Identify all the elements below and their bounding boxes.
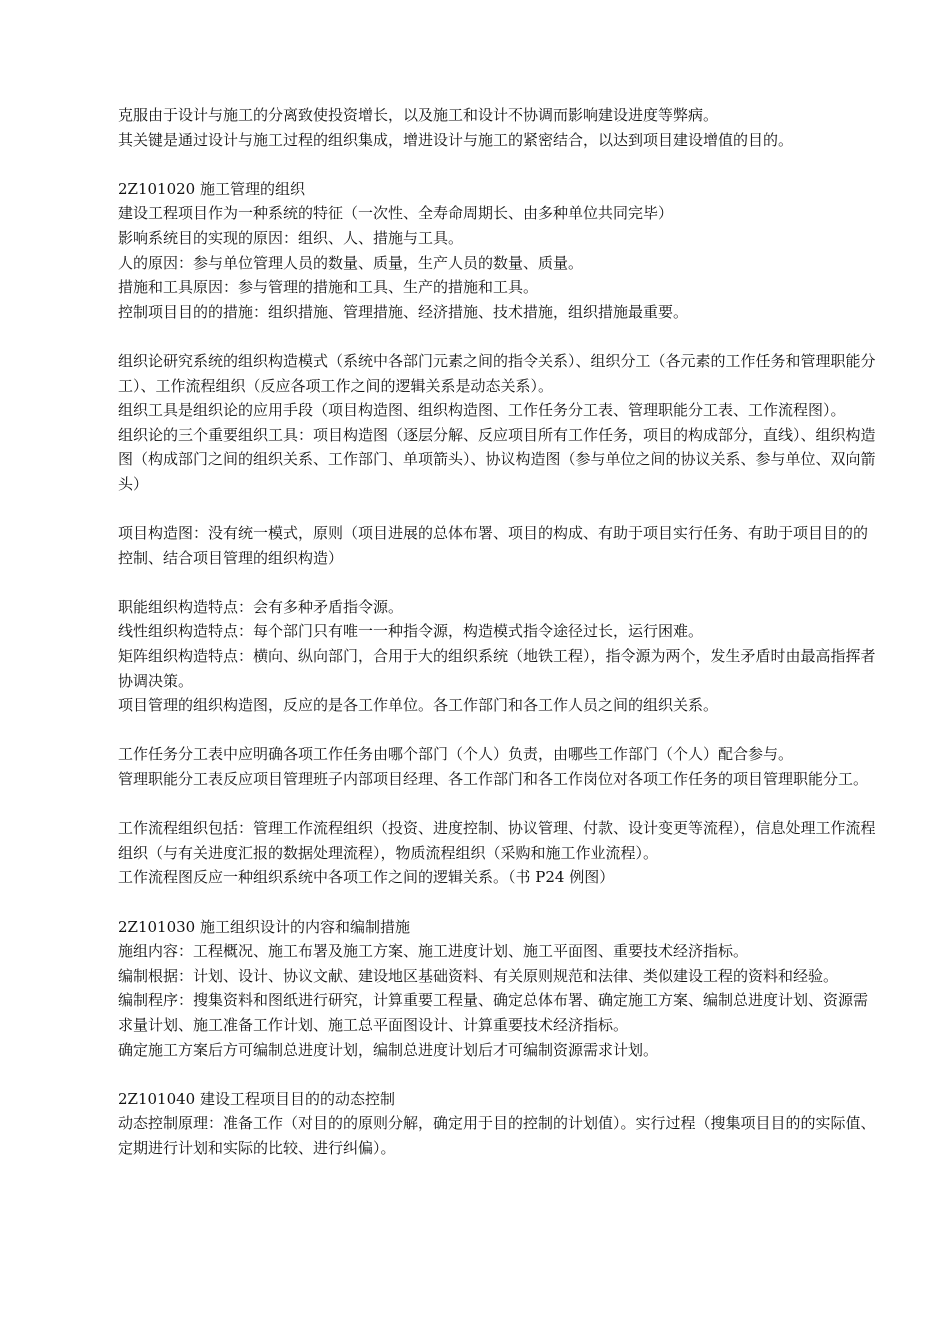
text-line: 组织论的三个重要组织工具：项目构造图（逐层分解、反应项目所有工作任务，项目的构成部分，直线）、组织构造图（构成部门之间的组织关系、工作部门、单项箭头）、协议构造图（参与单位之间的协议关系、参与单位、双向箭头）: [118, 425, 876, 493]
paragraph-block: [118, 177, 878, 325]
text-line: 线性组织构造特点：每个部门只有唯一一种指令源，构造模式指令途径过长，运行困难。: [118, 622, 704, 641]
paragraph-block: [118, 816, 878, 890]
text-line: 项目构造图：没有统一模式，原则（项目进展的总体布署、项目的构成、有助于项目实行任务、有助于项目目的的控制、结合项目管理的组织构造）: [118, 524, 869, 567]
text-line: 措施和工具原因：参与管理的措施和工具、生产的措施和工具。: [118, 278, 539, 297]
text-line: 人的原因：参与单位管理人员的数量、质量，生产人员的数量、质量。: [118, 253, 584, 272]
text-line: 工作流程组织包括：管理工作流程组织（投资、进度控制、协议管理、付款、设计变更等流程），信息处理工作流程组织（与有关进度汇报的数据处理流程），物质流程组织（采购和施工作业流程）。: [118, 819, 876, 862]
text-line: 项目管理的组织构造图，反应的是各工作单位。各工作部门和各工作人员之间的组织关系。: [118, 696, 719, 715]
text-line: 其关键是通过设计与施工过程的组织集成，增进设计与施工的紧密结合，以达到项目建设增值的目的。: [118, 130, 794, 149]
text-line: 职能组织构造特点：会有多种矛盾指令源。: [118, 597, 404, 616]
text-line: 建设工程项目作为一种系统的特征（一次性、全寿命周期长、由多种单位共同完毕）: [118, 204, 674, 223]
text-line: 编制根据：计划、设计、协议文献、建设地区基础资料、有关原则规范和法律、类似建设工程的资料和经验。: [118, 966, 839, 985]
text-line: 组织工具是组织论的应用手段（项目构造图、组织构造图、工作任务分工表、管理职能分工表、工作流程图）。: [118, 401, 846, 420]
section-heading: 2Z101040 建设工程项目目的的动态控制: [118, 1089, 395, 1108]
paragraph-block: [118, 103, 878, 152]
paragraph-block: [118, 915, 878, 1063]
section-heading: 2Z101020 施工管理的组织: [118, 179, 305, 198]
text-line: 组织论研究系统的组织构造模式（系统中各部门元素之间的指令关系）、组织分工（各元素的工作任务和管理职能分工）、工作流程组织（反应各项工作之间的逻辑关系是动态关系）。: [118, 351, 876, 395]
text-line: 工作任务分工表中应明确各项工作任务由哪个部门（个人）负责，由哪些工作部门（个人）配合参与。: [118, 745, 794, 764]
text-line: 影响系统目的实现的原因：组织、人、措施与工具。: [118, 228, 464, 247]
text-line: 管理职能分工表反应项目管理班子内部项目经理、各工作部门和各工作岗位对各项工作任务的项目管理职能分工。: [118, 770, 869, 789]
text-line: 克服由于设计与施工的分离致使投资增长，以及施工和设计不协调而影响建设进度等弊病。: [118, 106, 719, 124]
paragraph-block: [118, 595, 878, 718]
text-line: 确定施工方案后方可编制总进度计划，编制总进度计划后才可编制资源需求计划。: [118, 1040, 659, 1059]
text-line: 施组内容：工程概况、施工布署及施工方案、施工进度计划、施工平面图、重要技术经济指标。: [118, 942, 749, 961]
text-line: 动态控制原理：准备工作（对目的的原则分解，确定用于目的控制的计划值）。实行过程（搜集项目目的的实际值、定期进行计划和实际的比较、进行纠偏）。: [118, 1114, 876, 1157]
document-page: [118, 103, 878, 1161]
text-line: 控制项目目的的措施：组织措施、管理措施、经济措施、技术措施，组织措施最重要。: [118, 302, 689, 321]
paragraph-block: [118, 349, 878, 497]
section-heading: 2Z101030 施工组织设计的内容和编制措施: [118, 917, 410, 936]
text-line: 编制程序：搜集资料和图纸进行研究，计算重要工程量、确定总体布署、确定施工方案、编制总进度计划、资源需求量计划、施工准备工作计划、施工总平面图设计、计算重要技术经济指标。: [118, 991, 869, 1034]
text-line: 工作流程图反应一种组织系统中各项工作之间的逻辑关系。（书 P24 例图）: [118, 868, 615, 887]
paragraph-block: [118, 742, 878, 791]
paragraph-block: [118, 521, 878, 570]
text-line: 矩阵组织构造特点：横向、纵向部门，合用于大的组织系统（地铁工程），指令源为两个，发生矛盾时由最高指挥者协调决策。: [118, 647, 876, 690]
paragraph-block: [118, 1087, 878, 1161]
